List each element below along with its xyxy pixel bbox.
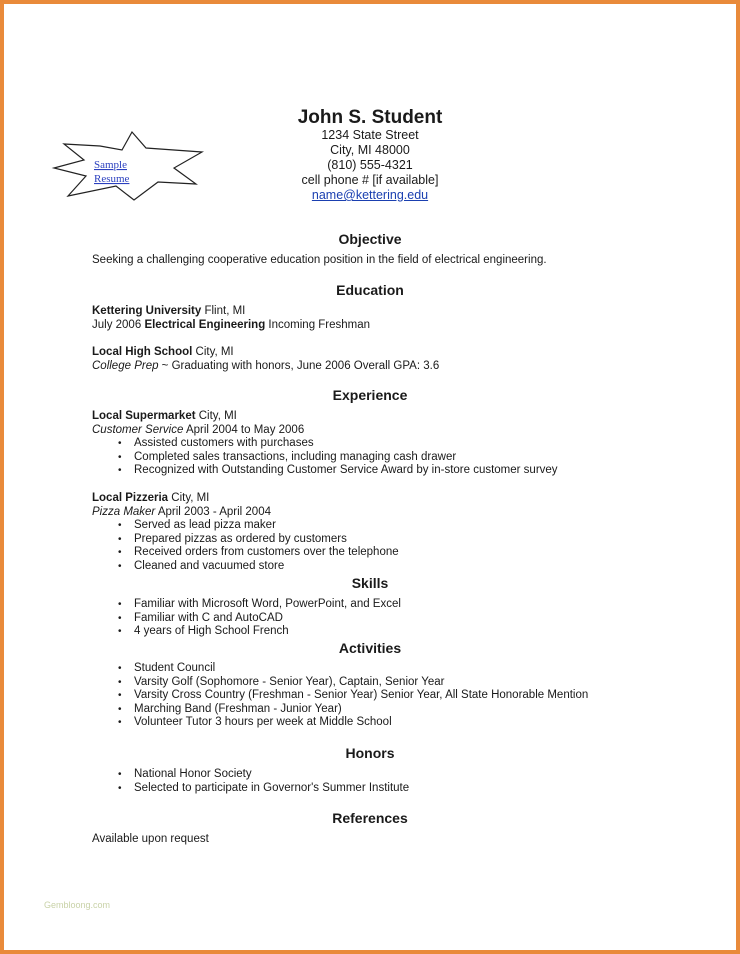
edu-highschool-program: College Prep — [92, 360, 159, 372]
street-address: 1234 State Street — [321, 128, 419, 142]
job2-employer: Local Pizzeria — [92, 492, 169, 504]
watermark-text: Gembloong.com — [44, 900, 111, 910]
list-item: • Completed sales transactions, including managing cash drawer — [116, 451, 558, 465]
list-item: • Varsity Cross Country (Freshman - Senior Year) Senior Year, All State Honorable Mention — [116, 689, 588, 703]
city-state-zip: City, MI 48000 — [330, 143, 410, 157]
list-item: • Recognized with Outstanding Customer Service Award by in-store customer survey — [116, 464, 558, 478]
edu-university-name: Kettering University — [92, 305, 202, 317]
list-item: • Received orders from customers over the telephone — [116, 546, 399, 560]
edu-university-date: July 2006 — [92, 319, 145, 331]
edu-university-location: Flint, MI — [201, 305, 246, 317]
list-item: • Selected to participate in Governor's Summer Institute — [116, 782, 409, 796]
education-heading: Education — [336, 282, 404, 298]
list-item: • Familiar with C and AutoCAD — [116, 612, 401, 626]
list-item: • Served as lead pizza maker — [116, 519, 399, 533]
references-heading: References — [332, 810, 408, 826]
job1-dates: April 2004 to May 2006 — [183, 424, 305, 436]
job1-role: Customer Service — [92, 424, 184, 436]
honors-heading: Honors — [345, 745, 395, 761]
references-text: Available upon request — [92, 833, 209, 845]
badge-line2[interactable]: Resume — [94, 173, 130, 185]
skills-heading: Skills — [351, 575, 389, 591]
edu-highschool-summary: ~ Graduating with honors, June 2006 Overall GPA: 3.6 — [158, 360, 440, 372]
list-item: • Cleaned and vacuumed store — [116, 560, 399, 574]
edu-university-status: Incoming Freshman — [265, 319, 371, 331]
edu-highschool-name: Local High School — [92, 346, 193, 358]
list-item: • Assisted customers with purchases — [116, 437, 558, 451]
list-item: • Familiar with Microsoft Word, PowerPoint, and Excel — [116, 598, 401, 612]
objective-text: Seeking a challenging cooperative education position in the field of electrical engineering. — [92, 254, 547, 266]
job1-location: City, MI — [195, 410, 237, 422]
job2-location: City, MI — [168, 492, 210, 504]
list-item: • Student Council — [116, 662, 588, 676]
candidate-name: John S. Student — [297, 107, 443, 128]
cell-phone: cell phone # [if available] — [301, 173, 439, 187]
job1-employer: Local Supermarket — [92, 410, 196, 422]
objective-heading: Objective — [338, 231, 402, 247]
list-item: • Marching Band (Freshman - Junior Year) — [116, 703, 588, 717]
experience-heading: Experience — [332, 387, 408, 403]
list-item: • National Honor Society — [116, 768, 409, 782]
list-item: • Prepared pizzas as ordered by customers — [116, 533, 399, 547]
job2-role: Pizza Maker — [92, 506, 156, 518]
list-item: • Varsity Golf (Sophomore - Senior Year), Captain, Senior Year — [116, 676, 588, 690]
job2-dates: April 2003 - April 2004 — [155, 506, 271, 518]
list-item: • 4 years of High School French — [116, 625, 401, 639]
edu-university-major: Electrical Engineering — [144, 319, 266, 331]
list-item: • Volunteer Tutor 3 hours per week at Middle School — [116, 716, 588, 730]
edu-highschool-location: City, MI — [192, 346, 234, 358]
phone-number: (810) 555-4321 — [327, 158, 413, 172]
activities-heading: Activities — [338, 640, 402, 656]
badge-line1[interactable]: Sample — [94, 159, 127, 171]
email-link[interactable]: name@kettering.edu — [311, 188, 429, 202]
